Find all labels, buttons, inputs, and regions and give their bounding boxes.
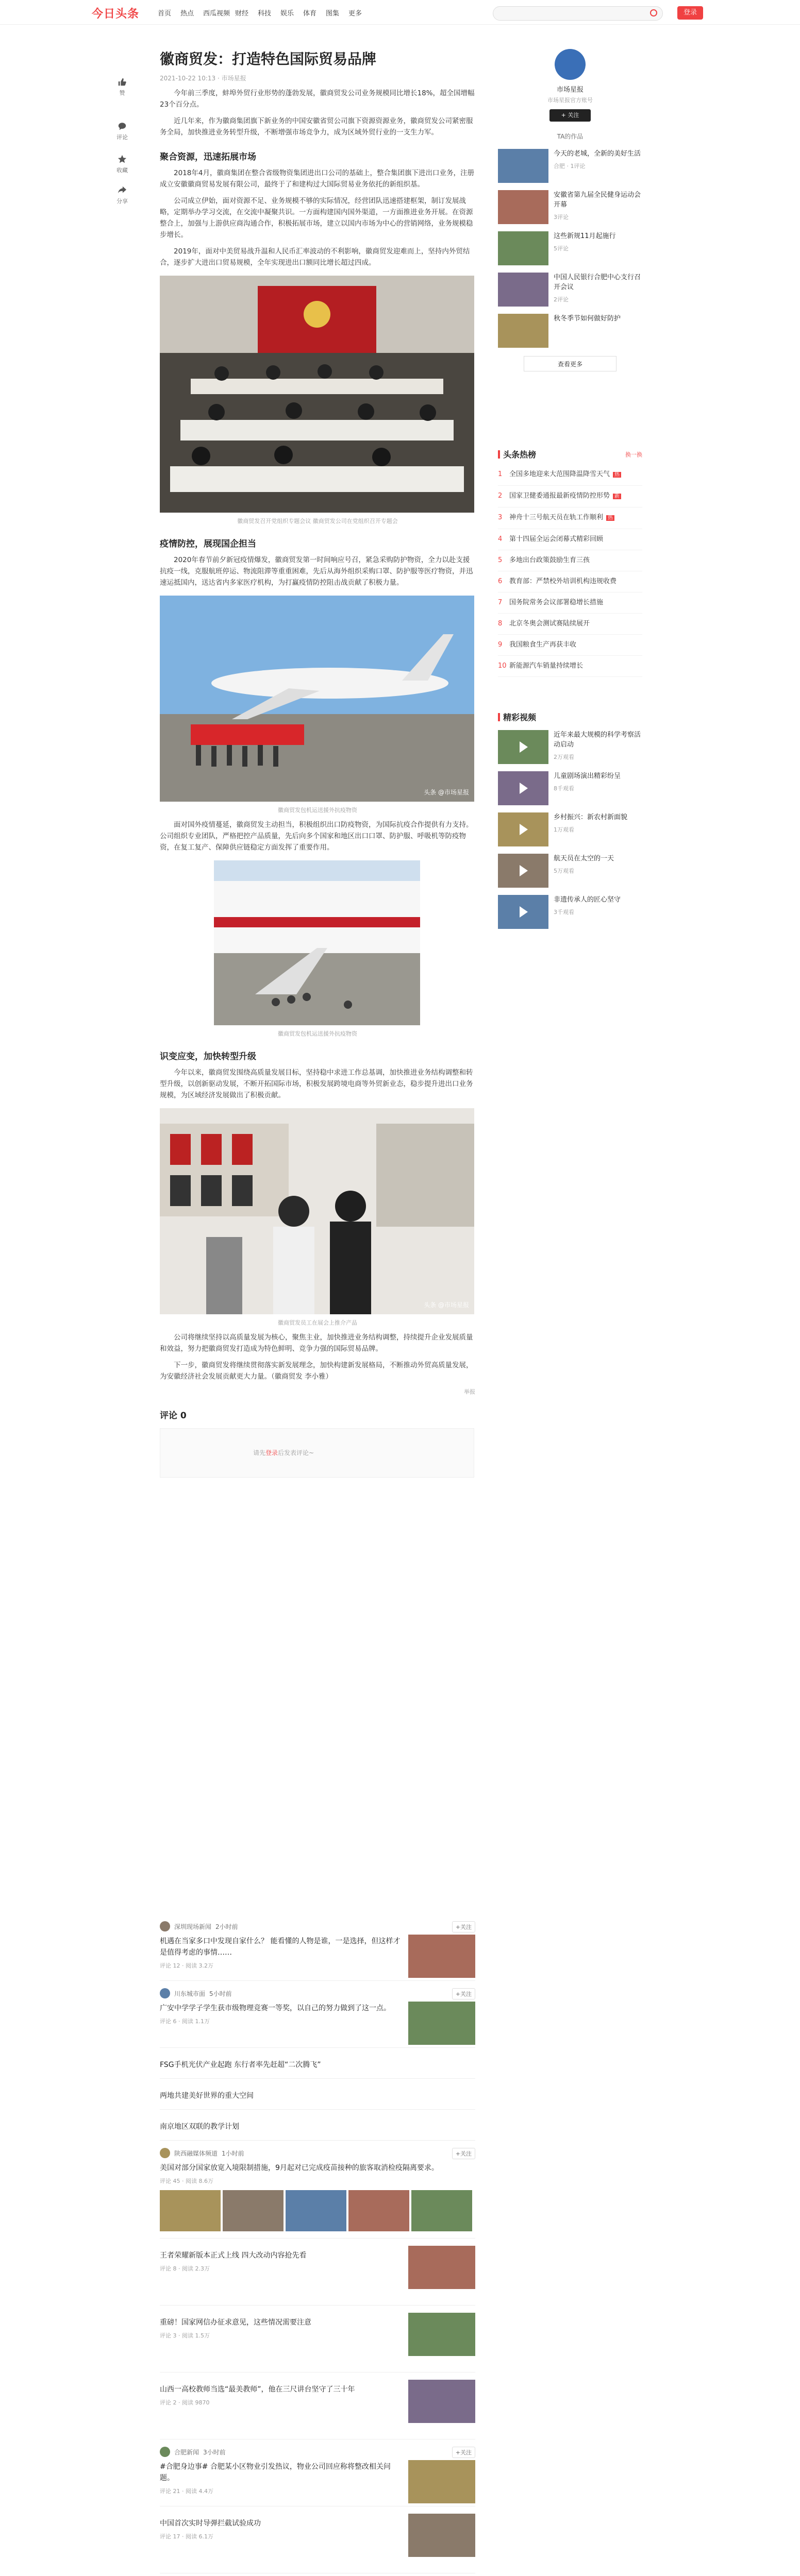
feed-source — [160, 1988, 475, 1998]
work-meta: 2评论 — [554, 296, 569, 303]
source-avatar[interactable] — [160, 1921, 170, 1931]
search-icon[interactable] — [650, 9, 657, 16]
author-works-list — [498, 149, 642, 348]
feed-thumbnail[interactable] — [408, 2002, 475, 2045]
feed-time: 5小时前 — [209, 1990, 232, 1997]
comment-login-prompt: 请先登录后发表评论~ — [253, 1449, 314, 1456]
hot-list-item[interactable] — [498, 550, 642, 571]
article-paragraph: 2019年，面对中美贸易战升温和人民币汇率波动的不利影响，徽商贸发迎难而上，坚持内外贸结合，逐步扩大进出口贸易规模，全年实现进出口额同比增长超过四成。 — [160, 247, 470, 267]
nav-item-video[interactable]: 西瓜视频 — [203, 10, 230, 18]
source-avatar[interactable] — [160, 2447, 170, 2457]
search-input[interactable] — [493, 6, 663, 21]
video-views: 8千观看 — [554, 785, 574, 792]
feed-follow-button[interactable]: +关注 — [452, 1921, 475, 1933]
feed-title[interactable]: FSG手机光伏产业起跑 东行者率先赶超“二次腾飞” — [160, 2061, 321, 2069]
thumbs-up-icon — [118, 77, 127, 87]
section-heading: 识变应变，加快转型升级 — [160, 1052, 256, 1062]
gallery-thumbnail[interactable] — [348, 2190, 409, 2231]
hot-tag: 热 — [613, 472, 621, 478]
hot-rank: 6 — [498, 578, 503, 585]
work-thumbnail — [498, 149, 548, 183]
work-title: 安徽省第九届全民健身运动会开幕 — [554, 191, 641, 209]
favorite-label: 收藏 — [116, 167, 128, 174]
hot-item-text: 全国多地迎来大范围降温降雪天气 — [509, 470, 610, 478]
play-icon — [498, 771, 548, 805]
hot-rank: 4 — [498, 535, 503, 543]
hot-rank: 9 — [498, 641, 503, 649]
feed-follow-button[interactable]: +关注 — [452, 2148, 475, 2159]
hot-item-text: 第十四届全运会闭幕式精彩回顾 — [509, 535, 604, 543]
hot-item-text: 我国粮食生产再获丰收 — [509, 641, 577, 649]
section-heading: 聚合资源，迅速拓展市场 — [160, 152, 256, 162]
article-photo-meeting — [160, 276, 474, 513]
feed-title[interactable]: #合肥身边事# 合肥某小区物业引发热议，物业公司回应称将整改相关问题。 — [160, 2463, 391, 2482]
source-name[interactable]: 深圳现场新闻 — [174, 1923, 212, 1930]
photo-watermark: 头条 @市场星报 — [424, 789, 469, 796]
feed-gallery — [160, 2190, 475, 2231]
hot-list-item[interactable] — [498, 507, 642, 529]
work-title: 这些新规11月起施行 — [554, 232, 616, 240]
article-paragraph: 近几年来，作为徽商集团旗下新业务的中国安徽省贸公司旗下资源资源业务，徽商贸发公司紧密服务全局，加快推进业务转型升级，不断增强市场竞争力，成为区域外贸行业的一支生力军。 — [160, 117, 473, 137]
article-paragraph: 公司将继续坚持以高质量发展为核心，聚焦主业，加快推进业务结构调整，持续提升企业发展质量和效益，努力把徽商贸发打造成为特色鲜明、竞争力强的国际贸易品牌。 — [160, 1333, 473, 1353]
video-title: 航天员在太空的一天 — [554, 855, 614, 862]
article-paragraph: 今年以来，徽商贸发围绕高质量发展目标，坚持稳中求进工作总基调，加快推进业务结构调整和转型升级，以创新驱动发展，不断开拓国际市场，积极发展跨境电商等外贸新业态，稳步提升进出口业务规模，为区域经济发展做出了积极贡献。 — [160, 1069, 473, 1099]
report-link[interactable]: 举报 — [464, 1388, 475, 1395]
video-thumbnail — [498, 895, 548, 929]
feed-item[interactable] — [160, 2372, 475, 2439]
video-title: 近年来最大规模的科学考察活动启动 — [554, 731, 641, 749]
feed-title[interactable]: 美国对部分国家放宽入境限制措施，9月起对已完成疫苗接种的旅客取消检疫隔离要求。 — [160, 2164, 439, 2172]
video-item[interactable] — [498, 812, 642, 846]
hot-list-item[interactable] — [498, 635, 642, 656]
play-icon — [498, 812, 548, 846]
star-icon — [118, 155, 127, 164]
hot-rank: 3 — [498, 514, 503, 521]
share-icon — [118, 185, 127, 195]
nav-item-sports[interactable]: 体育 — [303, 10, 317, 18]
feed-item[interactable] — [160, 2110, 475, 2141]
feed-item[interactable] — [160, 2573, 475, 2576]
work-title: 秋冬季节如何做好防护 — [554, 315, 621, 323]
author-work-item[interactable] — [498, 273, 642, 307]
hot-rank: 2 — [498, 492, 503, 500]
feed-follow-button[interactable]: +关注 — [452, 1988, 475, 1999]
feed-item[interactable] — [160, 2079, 475, 2110]
video-title: 儿童剧场演出精彩纷呈 — [554, 772, 621, 780]
play-icon — [498, 854, 548, 888]
section-heading: 疫情防控，展现国企担当 — [160, 539, 256, 549]
hot-item-text: 新能源汽车销量持续增长 — [509, 662, 584, 670]
feed-item[interactable] — [160, 2141, 475, 2239]
feed-item[interactable] — [160, 1981, 475, 2048]
feed-item[interactable] — [160, 2306, 475, 2372]
nav-item-finance[interactable]: 财经 — [235, 10, 249, 18]
hot-item-text: 神舟十三号航天员在轨工作顺利 — [509, 514, 604, 521]
author-name[interactable]: 市场星报 — [556, 86, 584, 94]
work-title: 今天的老城，全新的美好生活 — [554, 150, 641, 158]
comments-title: 评论 0 — [160, 1411, 187, 1421]
photo-caption: 徽商贸发包机运送援外抗疫物资 — [278, 1030, 357, 1037]
article-paragraph: 公司成立伊始，面对资源不足、业务规模不够的实际情况，经营团队迅速搭建框架，制订发展战略，定期举办学习交流，在交流中凝聚共识。一方面构建国内国外渠道，一方面推进业务开展。在资源整合上，加强与上游供应商沟通合作，积极拓展市场，建立以国内市场为中心的营销网络，业务规模稳步增长。 — [160, 197, 473, 239]
author-work-item[interactable] — [498, 190, 642, 224]
photo-watermark: 头条 @市场星报 — [424, 1301, 469, 1309]
nav-item-tech[interactable]: 科技 — [258, 10, 272, 18]
like-label: 赞 — [119, 90, 125, 96]
comment-login-link[interactable]: 登录 — [265, 1449, 278, 1456]
recommend-feed — [160, 1914, 475, 2576]
share-label: 分享 — [116, 198, 128, 205]
nav-item-ent[interactable]: 娱乐 — [280, 10, 294, 18]
article-photo-cargo — [214, 860, 420, 1025]
site-logo[interactable]: 今日头条 — [92, 8, 140, 21]
feed-title[interactable]: 南京地区双联的教学计划 — [160, 2123, 239, 2131]
video-panel-title: 精彩视频 — [498, 711, 642, 723]
source-name[interactable]: 合肥新闻 — [174, 2448, 199, 2456]
author-work-item[interactable] — [498, 149, 642, 183]
feed-stats: 评论 2 · 阅读 9870 — [160, 2399, 210, 2406]
hot-rank: 5 — [498, 556, 503, 564]
feed-follow-button[interactable]: +关注 — [452, 2447, 475, 2458]
work-thumbnail — [498, 190, 548, 224]
work-meta: 5评论 — [554, 245, 569, 252]
feed-title[interactable]: 中国首次实时导弹拦截试验成功 — [160, 2519, 261, 2528]
login-button[interactable]: 登录 — [677, 6, 703, 20]
feed-time: 1小时前 — [222, 2149, 244, 2157]
gallery-thumbnail[interactable] — [411, 2190, 472, 2231]
hot-tag: 热 — [606, 515, 614, 521]
work-thumbnail — [498, 314, 548, 348]
feed-stats: 评论 8 · 阅读 2.3万 — [160, 2265, 210, 2272]
feed-stats: 评论 45 · 阅读 8.6万 — [160, 2178, 213, 2184]
feed-stats: 评论 6 · 阅读 1.1万 — [160, 2018, 210, 2025]
video-views: 2万观看 — [554, 754, 574, 760]
author-avatar[interactable] — [555, 49, 586, 80]
article-paragraph: 面对国外疫情蔓延，徽商贸发主动担当，积极组织出口防疫物资，为国际抗疫合作提供有力支持。公司组织专业团队，严格把控产品质量，先后向多个国家和地区出口口罩、防护服、呼吸机等防疫物资，在复工复产、保障供应链稳定方面发挥了重要作用。 — [160, 821, 473, 852]
gallery-thumbnail[interactable] — [286, 2190, 346, 2231]
author-work-item[interactable] — [498, 231, 642, 265]
hot-rank: 10 — [498, 662, 507, 670]
more-works-button[interactable]: 查看更多 — [524, 356, 616, 371]
hot-rank: 8 — [498, 620, 503, 628]
photo-caption: 徽商贸发员工在展会上推介产品 — [278, 1319, 357, 1326]
share-action[interactable] — [109, 185, 135, 205]
feed-title[interactable]: 王者荣耀新版本正式上线 四大改动内容抢先看 — [160, 2251, 307, 2260]
author-work-item[interactable] — [498, 314, 642, 348]
like-action[interactable] — [109, 77, 135, 97]
work-meta: 合肥 · 1评论 — [554, 163, 586, 170]
feed-item[interactable] — [160, 2048, 475, 2079]
nav-item-more[interactable]: 更多 — [348, 10, 362, 18]
source-name[interactable]: 陕西融媒体频道 — [174, 2149, 218, 2157]
hot-list-item[interactable] — [498, 486, 642, 507]
hot-list-item[interactable] — [498, 571, 642, 592]
feed-thumbnail[interactable] — [408, 2460, 475, 2503]
video-panel — [498, 711, 642, 936]
feed-title[interactable]: 两地共建美好世界的重大空间 — [160, 2092, 254, 2100]
feed-thumbnail[interactable] — [408, 1935, 475, 1978]
author-desc: 市场星报官方账号 — [547, 97, 593, 104]
video-item[interactable] — [498, 730, 642, 764]
feed-source — [160, 2447, 475, 2457]
comment-input[interactable] — [160, 1428, 474, 1478]
video-thumbnail — [498, 730, 548, 764]
feed-thumbnail[interactable] — [408, 2313, 475, 2356]
feed-thumbnail[interactable] — [408, 2514, 475, 2557]
article-photo-airplane — [160, 596, 474, 802]
video-views: 5万观看 — [554, 868, 574, 874]
video-thumbnail — [498, 854, 548, 888]
play-icon — [498, 730, 548, 764]
hot-tag: 新 — [613, 494, 621, 499]
author-works-label: TA的作品 — [557, 133, 584, 140]
hot-item-text: 国务院常务会议部署稳增长措施 — [509, 599, 604, 606]
feed-stats: 评论 12 · 阅读 3.2万 — [160, 1962, 213, 1969]
feed-thumbnail[interactable] — [408, 2380, 475, 2423]
nav-item-home[interactable]: 首页 — [158, 10, 172, 18]
feed-title[interactable]: 广安中学学子学生获市级物理竞赛一等奖，以自己的努力做到了这一点。 — [160, 2004, 391, 2012]
hot-item-text: 多地出台政策鼓励生育三孩 — [509, 556, 590, 564]
nav-menu — [158, 8, 371, 18]
feed-item[interactable] — [160, 2239, 475, 2306]
feed-item[interactable] — [160, 1914, 475, 1981]
hot-list-panel — [498, 448, 642, 677]
hot-list-item[interactable] — [498, 656, 642, 677]
hot-rank: 7 — [498, 599, 503, 606]
article-paragraph: 下一步，徽商贸发将继续贯彻落实新发展理念，加快构建新发展格局，不断推动外贸高质量发展，为安徽经济社会发展贡献更大力量。（徽商贸发 李小雅） — [160, 1361, 473, 1381]
video-title: 非遗传承人的匠心坚守 — [554, 896, 621, 904]
video-title: 乡村振兴：新农村新面貌 — [554, 814, 628, 821]
nav-item-gallery[interactable]: 图集 — [326, 10, 340, 18]
photo-caption: 徽商贸发包机运送援外抗疫物资 — [278, 807, 357, 814]
feed-stats: 评论 3 · 阅读 1.5万 — [160, 2332, 210, 2339]
hot-item-text: 国家卫健委通报最新疫情防控形势 — [509, 492, 610, 500]
hot-list-item[interactable] — [498, 614, 642, 635]
article-paragraph: 2020年春节前夕新冠疫情爆发，徽商贸发第一时间响应号召，紧急采购防护物资，全力以赴支援抗疫一线，克服航班停运、物流阻滞等重重困难，先后从海外组织采购口罩、防护服等医疗物资，并迅速运抵国内，送达省内多家医疗机构，为打赢疫情防控阻击战贡献了积极力量。 — [160, 556, 473, 587]
feed-source — [160, 2148, 475, 2158]
play-icon — [498, 895, 548, 929]
follow-button[interactable]: + 关注 — [549, 109, 591, 122]
video-item[interactable] — [498, 854, 642, 888]
top-bar — [0, 0, 800, 25]
source-name[interactable]: 川东城市面 — [174, 1990, 206, 1997]
feed-time: 3小时前 — [203, 2448, 226, 2456]
hot-list-title: 头条热榜 换一换 — [498, 448, 642, 460]
comment-action[interactable] — [109, 122, 135, 141]
article-paragraph: 2018年4月，徽商集团在整合省级物资集团进出口公司的基础上，整合集团旗下进出口业务，注册成立安徽徽商贸易发展有限公司，最终于了和建构过大国际贸易业务依托的新组织基。 — [160, 169, 474, 189]
article — [160, 49, 475, 1478]
work-title: 中国人民银行合肥中心支行召开会议 — [554, 274, 641, 291]
refresh-hot-button[interactable]: 换一换 — [625, 451, 642, 458]
hot-list-item[interactable] — [498, 592, 642, 614]
nav-item-hot[interactable]: 热点 — [180, 10, 194, 18]
article-photo-exhibition — [160, 1108, 474, 1314]
hot-list — [498, 464, 642, 677]
feed-title[interactable]: 机遇在当家多口中发现自家什么？ 能看懂的人物是谁，一是选择，但这样才是值得考虑的事情…… — [160, 1937, 401, 1957]
video-item[interactable] — [498, 895, 642, 929]
feed-source — [160, 1921, 475, 1931]
feed-title[interactable]: 重磅！国家网信办征求意见，这些情况需要注意 — [160, 2318, 311, 2327]
hot-rank: 1 — [498, 470, 503, 478]
feed-item[interactable] — [160, 2439, 475, 2506]
hot-item-text: 教育部：严禁校外培训机构违规收费 — [509, 578, 617, 585]
video-thumbnail — [498, 771, 548, 805]
feed-time: 2小时前 — [215, 1923, 238, 1930]
video-list — [498, 730, 642, 929]
video-views: 1万观看 — [554, 826, 574, 833]
favorite-action[interactable] — [109, 155, 135, 174]
hot-list-item[interactable] — [498, 464, 642, 486]
feed-title[interactable]: 山西一高校教师当选“最美教师”，他在三尺讲台坚守了三十年 — [160, 2385, 355, 2394]
work-meta: 3评论 — [554, 214, 569, 221]
video-views: 3千观看 — [554, 909, 574, 916]
hot-list-item[interactable] — [498, 529, 642, 550]
work-thumbnail — [498, 231, 548, 265]
video-item[interactable] — [498, 771, 642, 805]
feed-thumbnail[interactable] — [408, 2246, 475, 2289]
article-title: 徽商贸发：打造特色国际贸易品牌 — [160, 50, 377, 67]
feed-stats: 评论 17 · 阅读 6.1万 — [160, 2533, 213, 2540]
gallery-thumbnail[interactable] — [160, 2190, 221, 2231]
gallery-thumbnail[interactable] — [223, 2190, 284, 2231]
source-avatar[interactable] — [160, 1988, 170, 1998]
source-avatar[interactable] — [160, 2148, 170, 2158]
hot-item-text: 北京冬奥会测试赛陆续展开 — [509, 620, 590, 628]
feed-stats: 评论 21 · 阅读 4.4万 — [160, 2488, 213, 2495]
author-card — [498, 49, 642, 371]
feed-item[interactable] — [160, 2506, 475, 2573]
work-thumbnail — [498, 273, 548, 307]
video-thumbnail — [498, 812, 548, 846]
photo-caption: 徽商贸发召开党组织专题会议 徽商贸发公司在党组织召开专题会 — [237, 518, 398, 524]
comment-icon — [118, 122, 127, 131]
comment-label: 评论 — [116, 134, 128, 141]
article-paragraph: 今年前三季度，蚌埠外贸行业形势的蓬勃发展，徽商贸发公司业务规模同比增长18%，超全国增幅23个百分点。 — [160, 89, 475, 109]
article-meta: 2021-10-22 10:13 · 市场星报 — [160, 75, 246, 82]
